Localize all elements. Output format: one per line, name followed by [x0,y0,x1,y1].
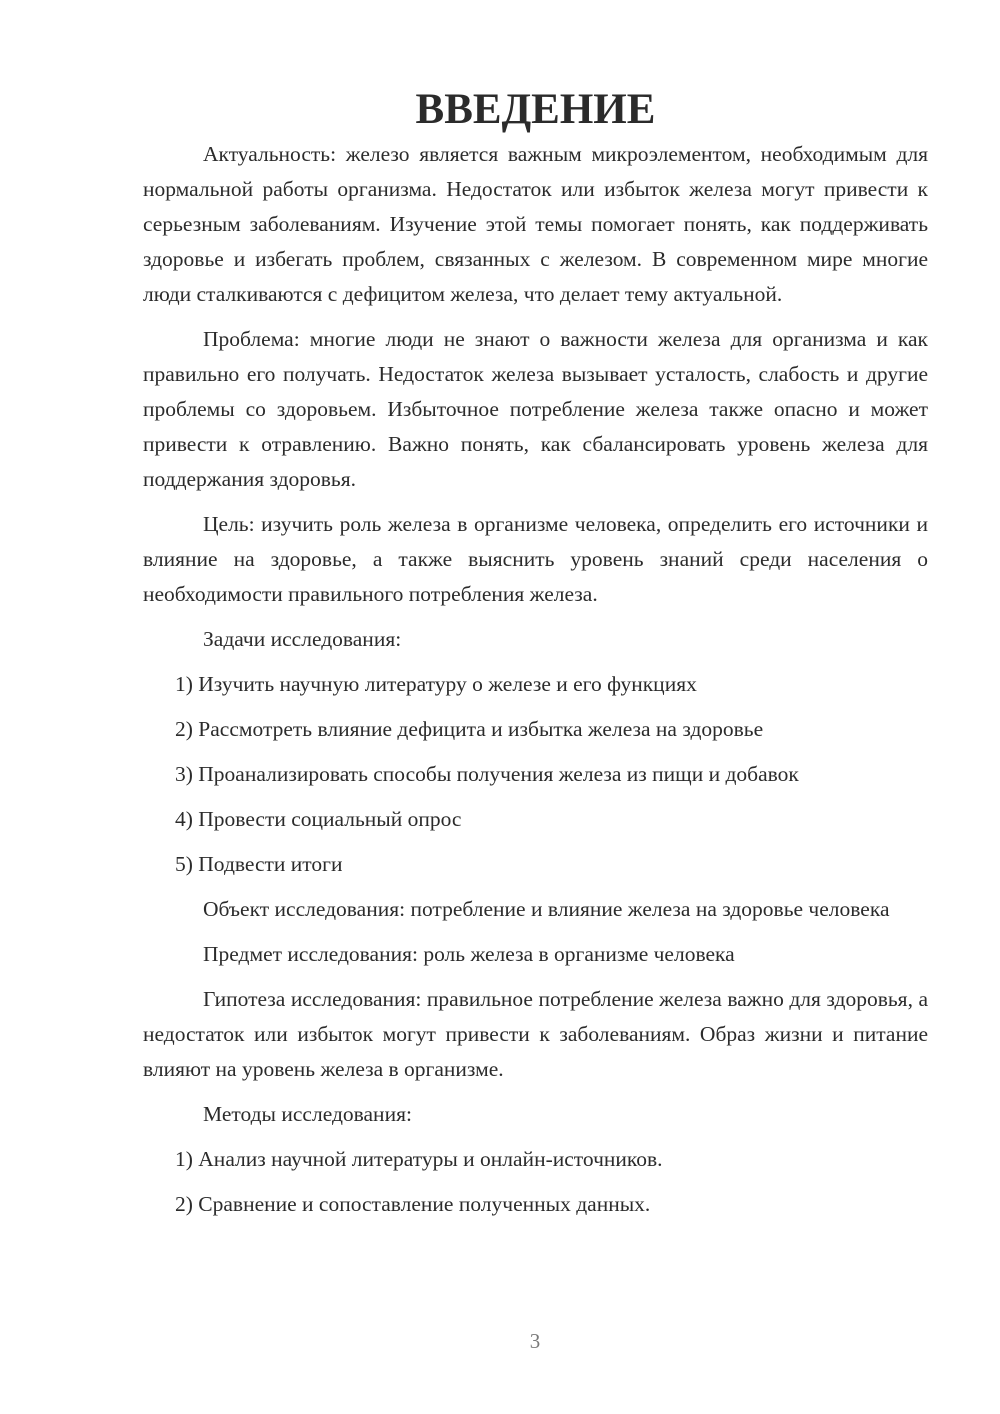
object-paragraph: Объект исследования: потребление и влияние железа на здоровье человека [203,897,890,921]
relevance-paragraph: Актуальность: железо является важным микроэлементом, необходимым для нормальной работы организма. Недостаток или избыток железа могут привести к серьезным заболеваниям. Изучение этой темы помогает понять, как поддерживать здоровье и избегать проблем, связанных с железом. В современном мире многие люди сталкиваются с дефицитом железа, что делает тему актуальной. [143,142,928,306]
problem-paragraph: Проблема: многие люди не знают о важности железа для организма и как правильно его получать. Недостаток железа вызывает усталость, слабость и другие проблемы со здоровьем. Избыточное потребление железа также опасно и может привести к отравлению. Важно понять, как сбалансировать уровень железа для поддержания здоровья. [143,327,928,491]
task-item: 2) Рассмотреть влияние дефицита и избытка железа на здоровье [175,717,764,741]
section-title: ВВЕДЕНИЕ [415,86,656,133]
task-item: 3) Проанализировать способы получения железа из пищи и добавок [175,762,799,786]
page-number: 3 [529,1329,541,1353]
task-item: 1) Изучить научную литературу о железе и его функциях [175,672,697,696]
task-item: 5) Подвести итоги [175,852,343,876]
tasks-label: Задачи исследования: [203,627,402,651]
document-page [143,86,928,1232]
tasks-list [143,667,928,882]
methods-label: Методы исследования: [203,1102,412,1126]
task-item: 4) Провести социальный опрос [175,807,462,831]
hypothesis-paragraph: Гипотеза исследования: правильное потребление железа важно для здоровья, а недостаток или избыток могут привести к заболеваниям. Образ жизни и питание влияют на уровень железа в организме. [143,987,928,1081]
goal-paragraph: Цель: изучить роль железа в организме человека, определить его источники и влияние на здоровье, а также выяснить уровень знаний среди населения о необходимости правильного потребления железа. [143,512,928,606]
methods-list [143,1142,928,1222]
method-item: 2) Сравнение и сопоставление полученных данных. [175,1192,651,1216]
method-item: 1) Анализ научной литературы и онлайн-источников. [175,1147,663,1171]
subject-paragraph: Предмет исследования: роль железа в организме человека [203,942,735,966]
